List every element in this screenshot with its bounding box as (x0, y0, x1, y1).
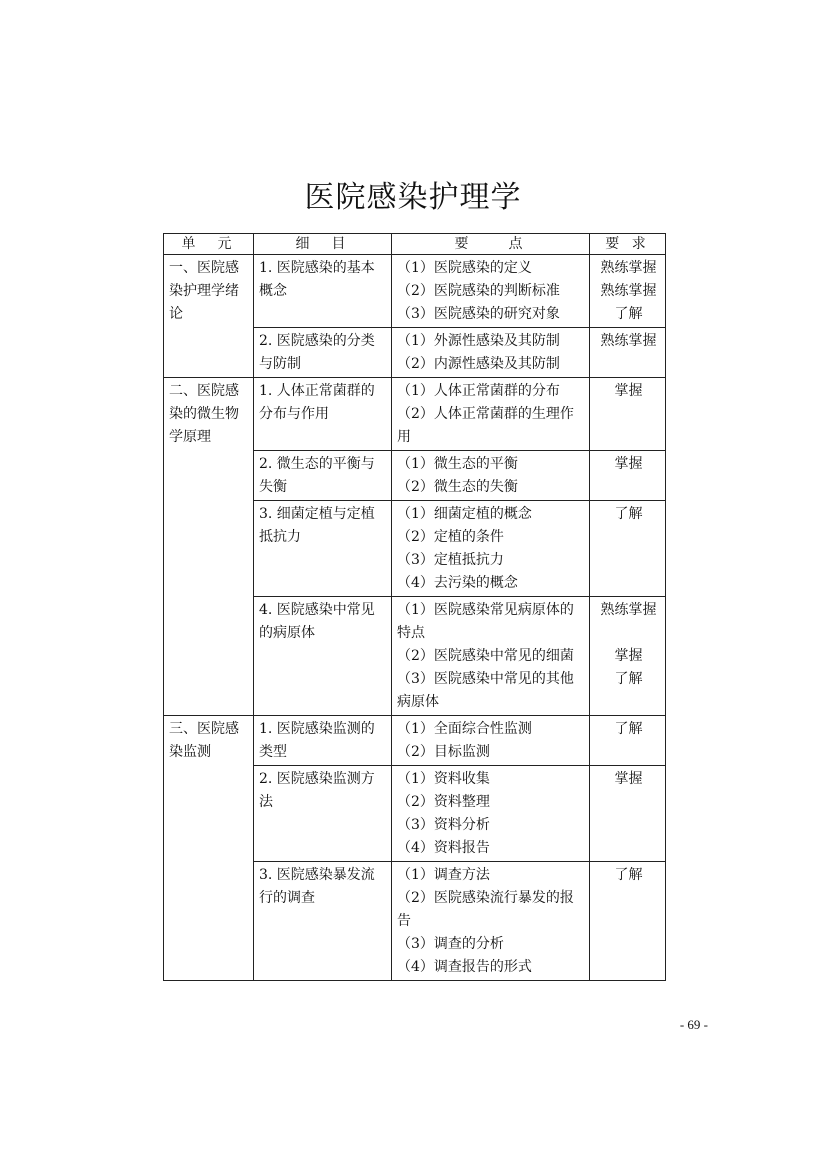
detail-cell: 1. 医院感染的基本 概念 (254, 255, 392, 328)
requirement-cell: 熟练掌握 熟练掌握 了解 (590, 255, 666, 328)
detail-cell: 4. 医院感染中常见 的病原体 (254, 597, 392, 716)
unit-cell: 二、医院感 染的微生物 学原理 (164, 378, 254, 716)
points-cell: （1）调查方法 （2）医院感染流行暴发的报 告 （3）调查的分析 （4）调查报告的形式 (392, 862, 590, 981)
points-cell: （1）细菌定植的概念 （2）定植的条件 （3）定植抵抗力 （4）去污染的概念 (392, 501, 590, 597)
header-requirement: 要 求 (590, 234, 666, 255)
points-cell: （1）医院感染的定义 （2）医院感染的判断标准 （3）医院感染的研究对象 (392, 255, 590, 328)
syllabus-table (163, 233, 666, 981)
points-cell: （1）微生态的平衡 （2）微生态的失衡 (392, 451, 590, 501)
detail-cell: 2. 微生态的平衡与 失衡 (254, 451, 392, 501)
requirement-cell: 掌握 (590, 378, 666, 451)
page-title: 医院感染护理学 (304, 180, 522, 215)
unit-cell: 三、医院感 染监测 (164, 716, 254, 981)
table-header-row (164, 234, 666, 255)
requirement-cell: 掌握 (590, 451, 666, 501)
requirement-cell: 了解 (590, 862, 666, 981)
table-row (164, 255, 666, 328)
detail-cell: 3. 细菌定植与定植 抵抗力 (254, 501, 392, 597)
points-cell: （1）外源性感染及其防制 （2）内源性感染及其防制 (392, 328, 590, 378)
requirement-cell: 了解 (590, 716, 666, 766)
requirement-cell: 熟练掌握 (590, 328, 666, 378)
detail-cell: 3. 医院感染暴发流 行的调查 (254, 862, 392, 981)
points-cell: （1）医院感染常见病原体的 特点 （2）医院感染中常见的细菌 （3）医院感染中常见的其他 病原体 (392, 597, 590, 716)
header-detail: 细 目 (254, 234, 392, 255)
table-row (164, 378, 666, 451)
header-points: 要 点 (392, 234, 590, 255)
requirement-cell: 熟练掌握 掌握 了解 (590, 597, 666, 716)
page-number: - 69 - (679, 1017, 708, 1032)
detail-cell: 2. 医院感染的分类 与防制 (254, 328, 392, 378)
unit-cell: 一、医院感 染护理学绪 论 (164, 255, 254, 378)
detail-cell: 2. 医院感染监测方 法 (254, 766, 392, 862)
header-unit: 单 元 (164, 234, 254, 255)
points-cell: （1）全面综合性监测 （2）目标监测 (392, 716, 590, 766)
requirement-cell: 了解 (590, 501, 666, 597)
points-cell: （1）人体正常菌群的分布 （2）人体正常菌群的生理作 用 (392, 378, 590, 451)
detail-cell: 1. 医院感染监测的 类型 (254, 716, 392, 766)
table-row (164, 716, 666, 766)
points-cell: （1）资料收集 （2）资料整理 （3）资料分析 （4）资料报告 (392, 766, 590, 862)
detail-cell: 1. 人体正常菌群的 分布与作用 (254, 378, 392, 451)
requirement-cell: 掌握 (590, 766, 666, 862)
